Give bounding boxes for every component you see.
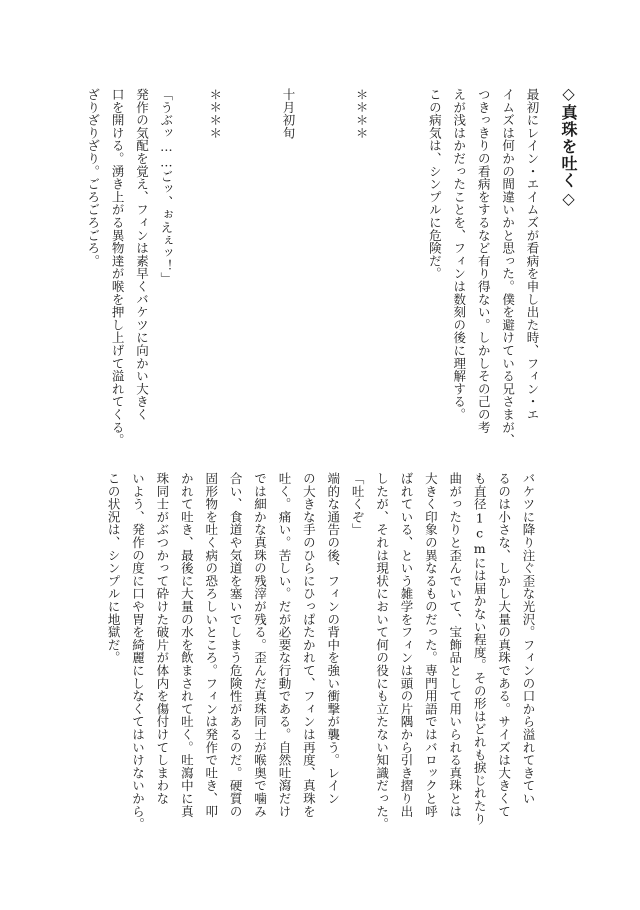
text-column: 最初にレイン・エイムズが看病を申し出た時、フィン・エ xyxy=(525,88,540,421)
text-column: 吐く。痛い。苦しい。だが必要な行動である。自然吐瀉だけ xyxy=(276,472,292,818)
text-column: 端的な通告の後、フィンの背中を強い衝撃が襲う。レイン xyxy=(325,472,341,805)
section-title: ◇真珠を吐く◇ xyxy=(559,84,578,209)
text-column: えが浅はかだったことを、フィンは数刻の後に理解する。 xyxy=(451,88,467,421)
text-column: 発作の気配を覚え、フィンは素早くバケツに向かい大きく xyxy=(134,88,150,421)
text-column: では細かな真珠の残滓が残る。歪んだ真珠同士が喉奥で噛み xyxy=(252,472,268,818)
text-column: も直径1cmには届かない程度。その形はどれも捩じれたり xyxy=(472,472,488,826)
text-column: 「うぶッ……ごッ、ぉえぇッ！」 xyxy=(158,88,174,285)
text-column: ざりざりざり。ごろごろごろ。 xyxy=(85,88,101,268)
text-column: 口を開ける。湧き上がる異物達が喉を押し上げて溢れてくる。 xyxy=(110,88,126,447)
lower-text-block xyxy=(101,472,540,832)
text-column: かれて吐き、最後に大量の水を飲まされて吐く。吐瀉中に真 xyxy=(179,472,195,818)
text-column: るのは小さな、しかし大量の真珠である。サイズは大きくて xyxy=(496,472,512,818)
text-column: いよう、発作の度に口や胃を綺麗にしなくてはいけないから。 xyxy=(130,472,146,831)
text-column: ＊＊＊＊ xyxy=(207,88,223,140)
text-column: 珠同士がぶつかって砕けた破片が体内を傷付けてしまわな xyxy=(154,472,170,805)
text-column: 合い、食道や気道を塞いでしまう危険性があるのだ。硬質の xyxy=(228,472,244,818)
text-column: 大きく印象の異なるものだった。専門用語ではバロックと呼 xyxy=(423,472,439,818)
text-column: の大きな手のひらにひっぱたかれて、フィンは再度、真珠を xyxy=(301,472,317,818)
text-column: この病気は、シンプルに危険だ。 xyxy=(427,88,443,280)
text-column: イムズは何かの間違いかと思った。僕を避けている兄さまが、 xyxy=(500,88,516,447)
upper-text-block xyxy=(80,88,544,447)
text-column: この状況は、シンプルに地獄だ。 xyxy=(106,472,122,664)
text-column: 十月初旬 xyxy=(280,88,296,140)
text-column: 固形物を吐く病の恐ろしいところ。フィンは発作で吐き、叩 xyxy=(203,472,219,818)
text-column: したが、それは現状において何の役にも立たない知識だった。 xyxy=(374,472,390,831)
text-column: ＊＊＊＊ xyxy=(354,88,370,140)
text-column: つきっきりの看病をするなど有り得ない。しかしその己の考 xyxy=(476,88,492,434)
text-column: バケツに降り注ぐ歪な光沢。フィンの口から溢れてきてい xyxy=(521,472,536,805)
text-column: 「吐くぞ」 xyxy=(350,472,366,536)
text-column: 曲がったりと歪んでいて、宝飾品として用いられる真珠とは xyxy=(447,472,463,818)
text-column: ばれている、という雑学をフィンは頭の片隅から引き摺り出 xyxy=(398,472,414,818)
